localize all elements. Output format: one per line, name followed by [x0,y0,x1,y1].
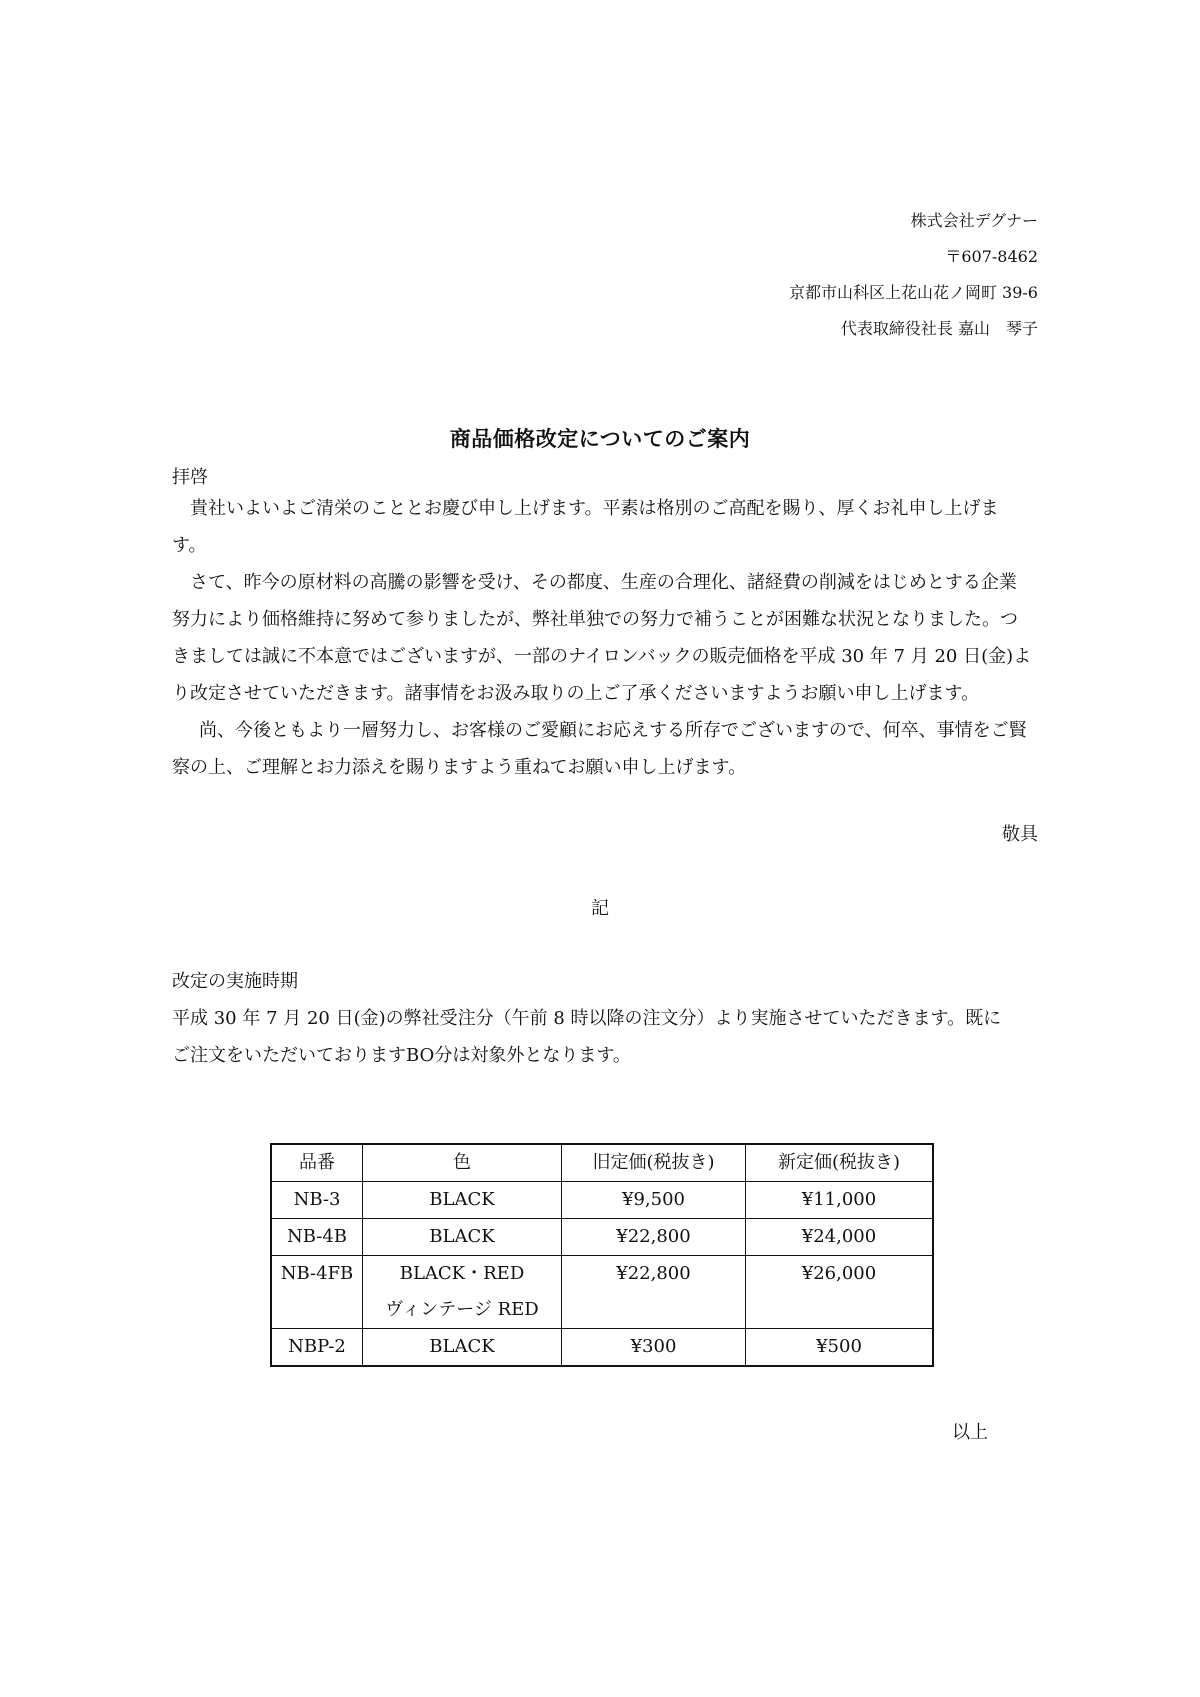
cell-color-line2: ヴィンテージ RED [385,1299,539,1320]
document-title: 商品価格改定についてのご案内 [449,426,751,451]
table-header-row [271,1144,933,1182]
company-name: 株式会社デグナー [910,211,1038,230]
table-row [271,1182,933,1219]
end-mark: 以上 [952,1422,988,1443]
cell-new-price: ¥11,000 [746,1182,934,1219]
postal-code: 〒607-8462 [945,247,1038,266]
paragraph-request: 尚、今後ともより一層努力し、お客様のご愛顧にお応えする所存でございますので、何卒、事情をご賢察の上、ご理解とお力添えを賜りますよう重ねてお願い申し上げます。 [172,720,1027,778]
cell-color: BLACK [363,1329,562,1367]
cell-old-price: ¥9,500 [562,1182,746,1219]
table-row [271,1219,933,1256]
header-old-price: 旧定価(税抜き) [562,1144,746,1182]
header-color: 色 [363,1144,562,1182]
cell-old-price: ¥300 [562,1329,746,1367]
section-title: 改定の実施時期 [172,971,298,992]
cell-color: BLACK [363,1182,562,1219]
cell-color: BLACK [363,1219,562,1256]
letter-body [172,490,1032,786]
header-code: 品番 [271,1144,363,1182]
cell-old-price: ¥22,800 [562,1219,746,1256]
cell-old-price: ¥22,800 [562,1256,746,1329]
section-body: 平成 30 年 7 月 20 日(金)の弊社受注分（午前 8 時以降の注文分）より実施させていただきます。既にご注文をいただいておりますBO分は対象外となります。 [172,1008,1002,1066]
paragraph-greeting: 貴社いよいよご清栄のこととお慶び申し上げます。平素は格別のご高配を賜り、厚くお礼申し上げます。 [172,498,999,556]
paragraph-announcement: さて、昨今の原材料の高騰の影響を受け、その都度、生産の合理化、諸経費の削減をはじめとする企業努力により価格維持に努めて参りましたが、弊社単独での努力で補うことが困難な状況となりました。つきましては誠に不本意ではございますが、一部のナイロンバックの販売価格を平成 30 年 7 月 20 日(金)より改定させていただきます。諸事情をお汲み取りの上ご了承くださいますようお願い申し上げます。 [172,572,1032,704]
cell-new-price: ¥24,000 [746,1219,934,1256]
price-table [270,1143,934,1367]
cell-color-line1: BLACK・RED [399,1263,525,1284]
representative: 代表取締役社長 嘉山 琴子 [840,319,1038,338]
salutation: 拝啓 [172,467,208,488]
table-row [271,1329,933,1367]
cell-new-price: ¥26,000 [746,1256,934,1329]
cell-color [363,1256,562,1329]
table-row [271,1256,933,1329]
cell-new-price: ¥500 [746,1329,934,1367]
sender-block [789,203,1038,347]
address: 京都市山科区上花山花ノ岡町 39-6 [788,283,1038,302]
cell-code: NB-4FB [271,1256,363,1329]
cell-code: NBP-2 [271,1329,363,1367]
closing: 敬具 [1002,824,1038,845]
ki-heading: 記 [591,898,609,919]
cell-code: NB-4B [271,1219,363,1256]
cell-code: NB-3 [271,1182,363,1219]
header-new-price: 新定価(税抜き) [746,1144,934,1182]
